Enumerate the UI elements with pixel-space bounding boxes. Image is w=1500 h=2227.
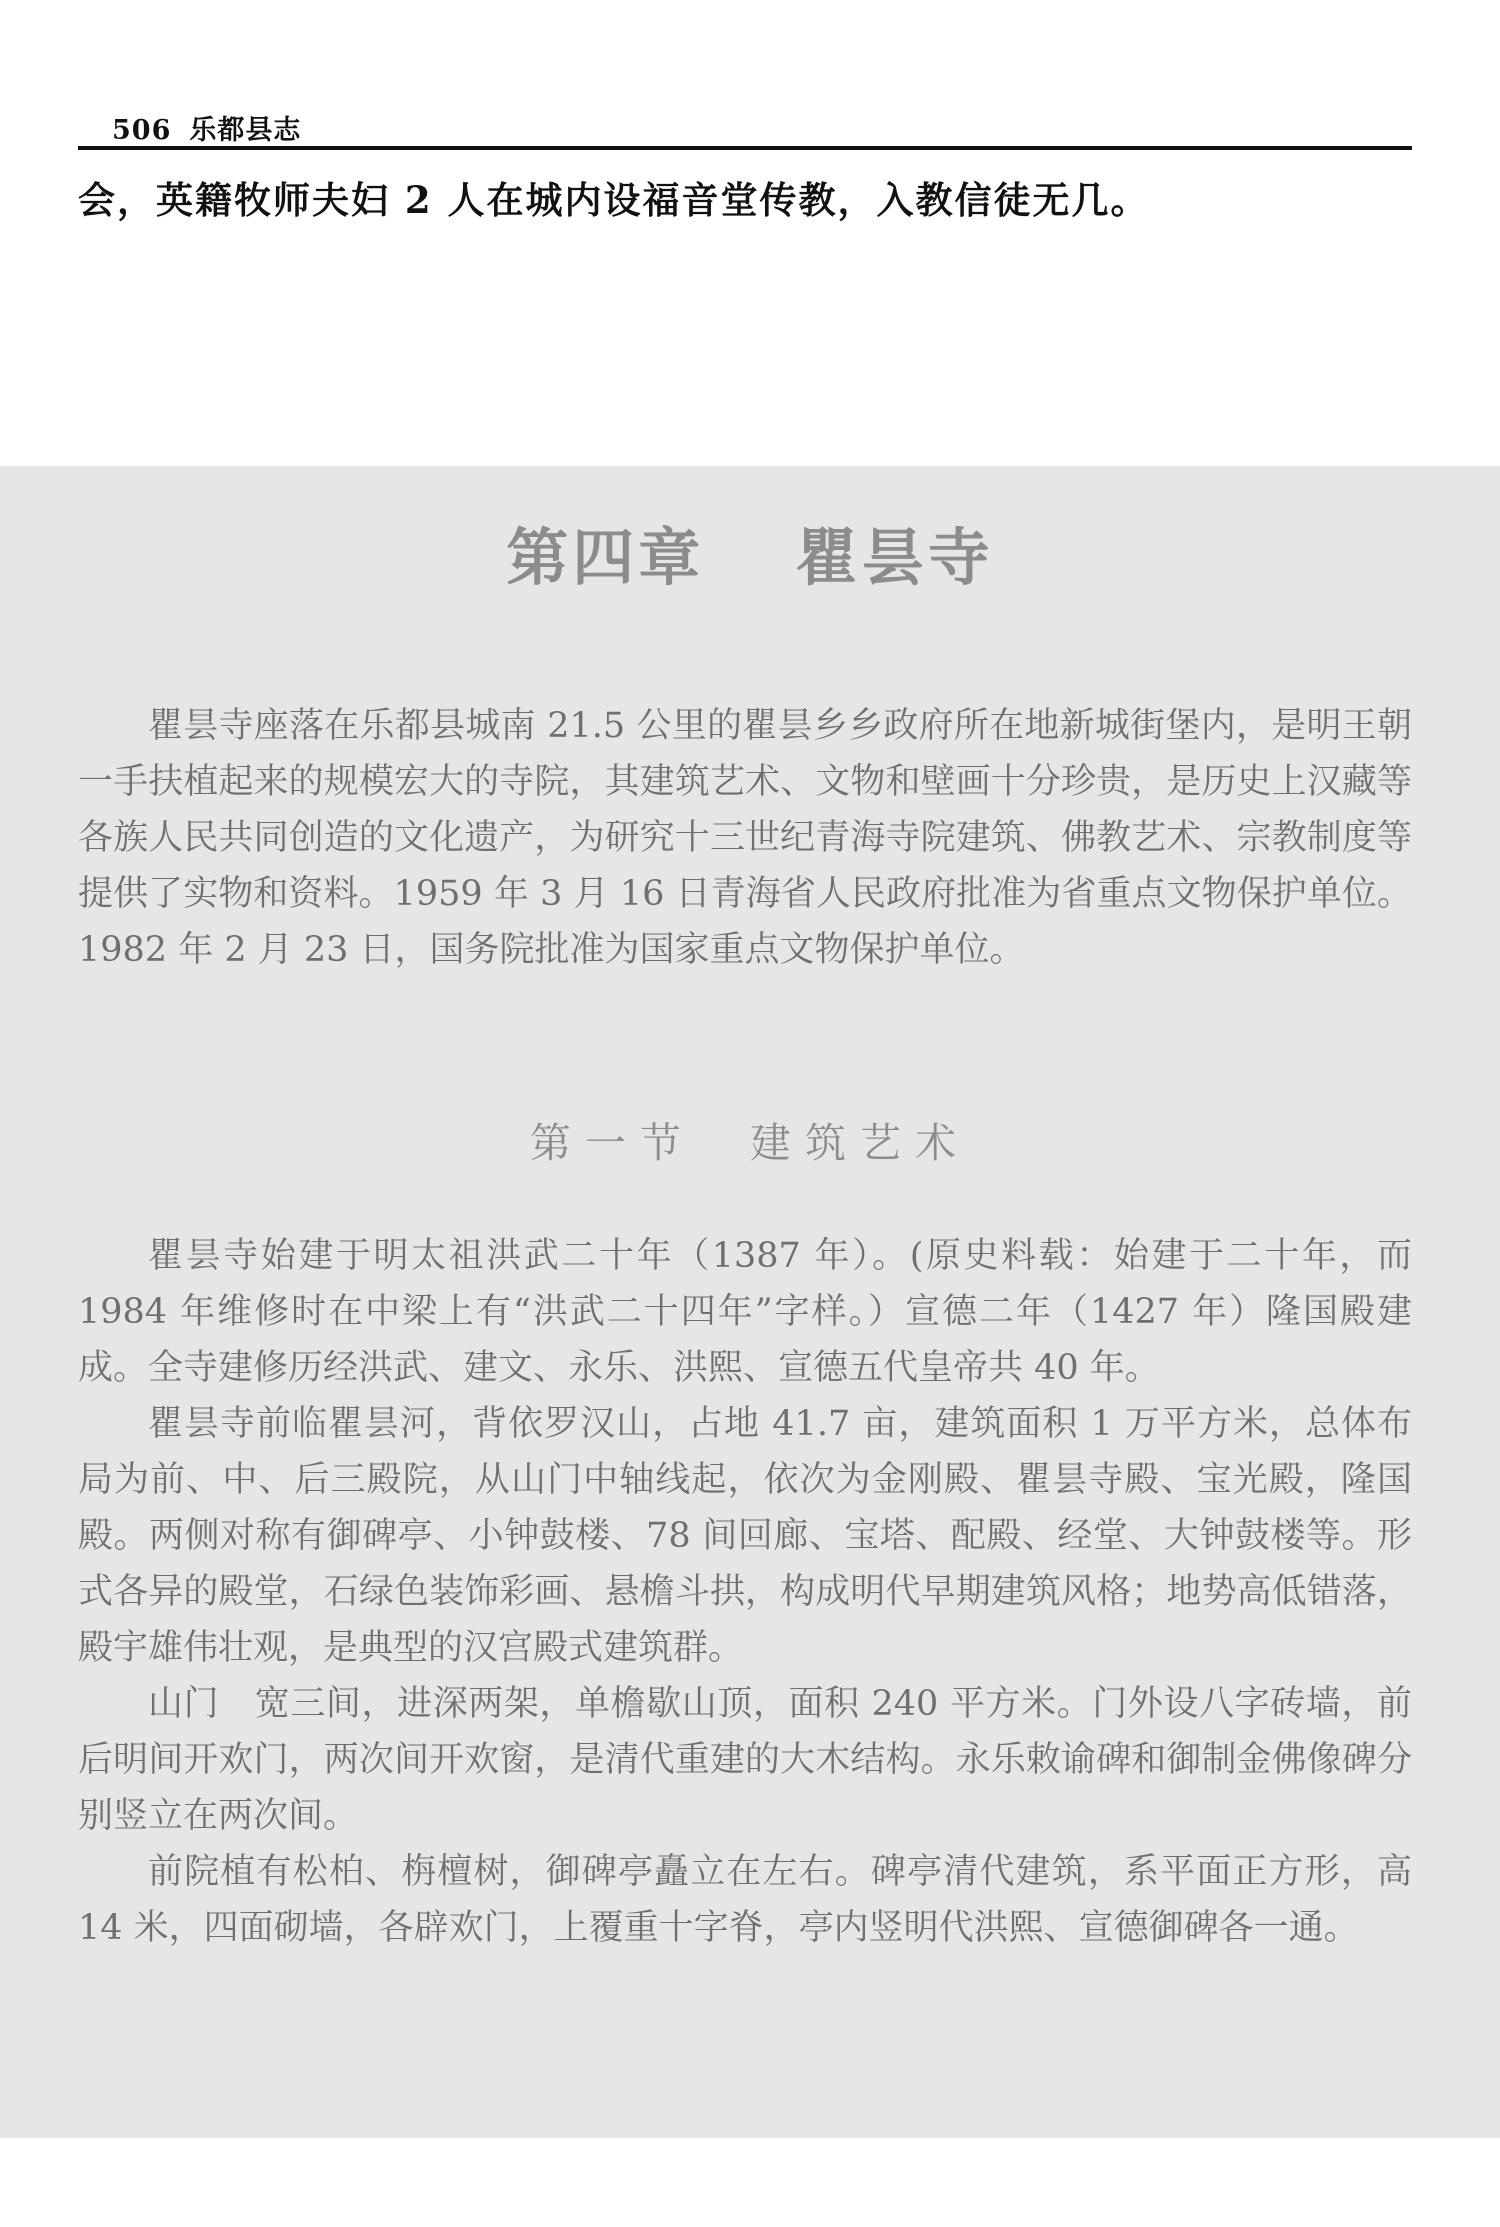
running-head bbox=[112, 108, 301, 147]
section-paragraph: 瞿昙寺前临瞿昙河，背依罗汉山，占地 41.7 亩，建筑面积 1 万平方米，总体布局为前、中、后三殿院，从山门中轴线起，依次为金刚殿、瞿昙寺殿、宝光殿，隆国殿。两侧对称有御碑亭、小钟鼓楼、78 间回廊、宝塔、配殿、经堂、大钟鼓楼等。形式各异的殿堂，石绿色装饰彩画、悬檐斗拱，构成明代早期建筑风格；地势高低错落，殿宇雄伟壮观，是典型的汉宫殿式建筑群。 bbox=[78, 1404, 1412, 1668]
section-paragraph: 山门 宽三间，进深两架，单檐歇山顶，面积 240 平方米。门外设八字砖墙，前后明间开欢门，两次间开欢窗，是清代重建的大木结构。永乐敕谕碑和御制金佛像碑分别竖立在两次间。 bbox=[78, 1684, 1412, 1836]
intro-paragraph: 瞿昙寺座落在乐都县城南 21.5 公里的瞿昙乡乡政府所在地新城街堡内，是明王朝一手扶植起来的规模宏大的寺院，其建筑艺术、文物和壁画十分珍贵，是历史上汉藏等各族人民共同创造的文化遗产，为研究十三世纪青海寺院建筑、佛教艺术、宗教制度等提供了实物和资料。1959 年 3 月 16 日青海省人民政府批准为省重点文物保护单位。1982 年 2 月 23 日，国务院批准为国家重点文物保护单位。 bbox=[78, 706, 1412, 970]
section-title: 第一节 建筑艺术 bbox=[530, 1119, 970, 1167]
chapter-intro bbox=[78, 698, 1412, 978]
chapter-title: 第四章 瞿昙寺 bbox=[506, 521, 994, 594]
section-paragraph: 瞿昙寺始建于明太祖洪武二十年（1387 年）。(原史料载：始建于二十年，而 1984 年维修时在中梁上有“洪武二十四年”字样。）宣德二年（1427 年）隆国殿建成。全寺建修历经洪武、建文、永乐、洪熙、宣德五代皇帝共 40 年。 bbox=[78, 1236, 1412, 1388]
page-number: 506 bbox=[112, 115, 172, 146]
header-rule bbox=[78, 146, 1412, 150]
section-body bbox=[78, 1228, 1412, 1956]
carryover-paragraph: 会，英籍牧师夫妇 2 人在城内设福音堂传教，入教信徒无几。 bbox=[78, 178, 1150, 222]
section-paragraph: 前院植有松柏、栴檀树，御碑亭矗立在左右。碑亭清代建筑，系平面正方形，高 14 米，四面砌墙，各辟欢门，上覆重十字脊，亭内竖明代洪熙、宣德御碑各一通。 bbox=[78, 1852, 1412, 1948]
book-title: 乐都县志 bbox=[189, 115, 302, 146]
